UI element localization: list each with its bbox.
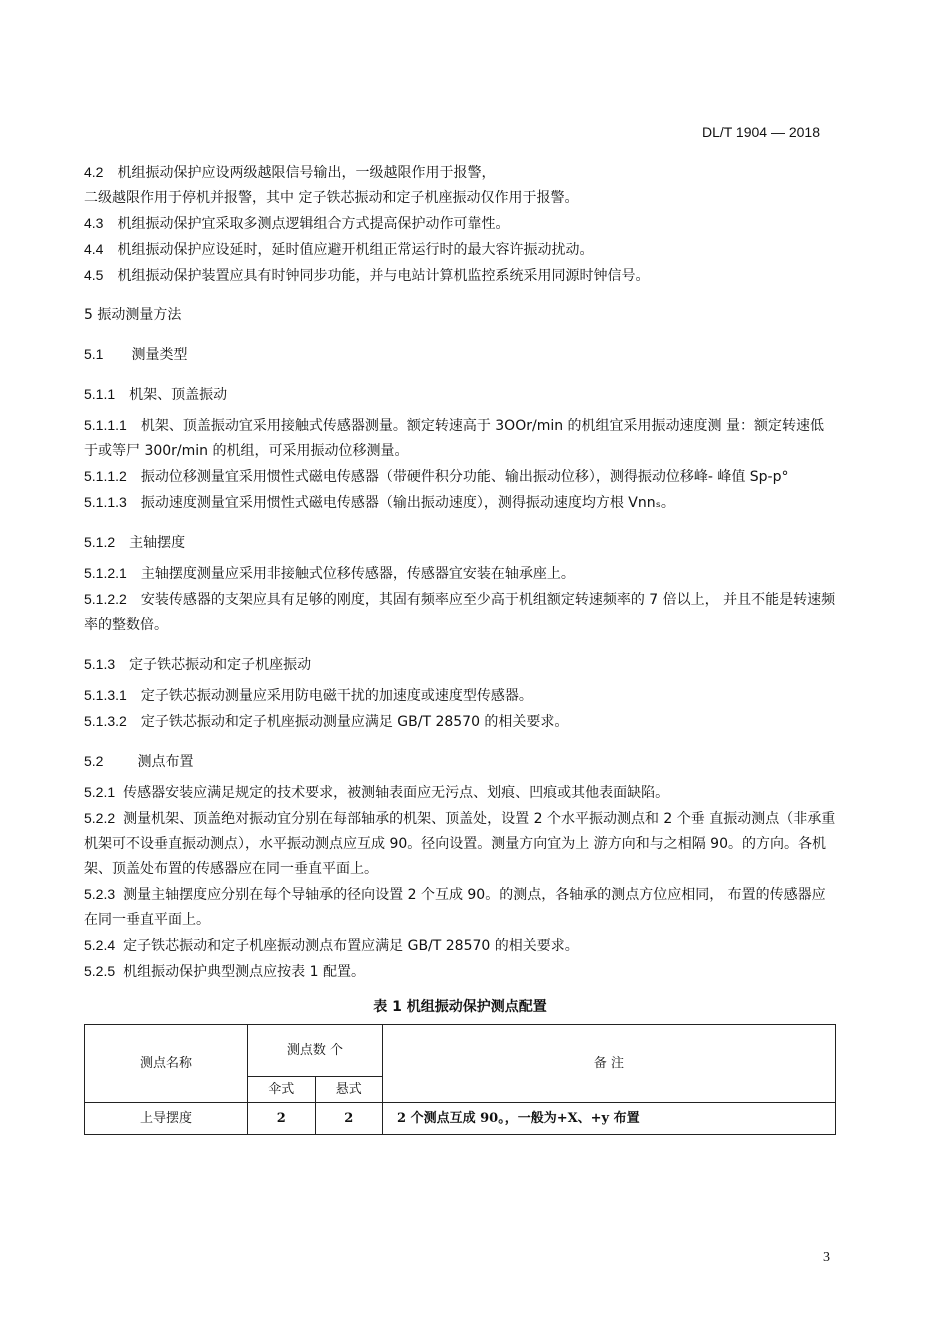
heading-text: 主轴摆度 <box>129 535 186 551</box>
clause-5-1-3-2 <box>84 709 836 735</box>
document-body <box>84 160 836 1135</box>
clause-5-1-1-1 <box>84 413 836 464</box>
heading-number: 5.1.2 <box>84 534 116 550</box>
heading-text: 测点布置 <box>137 754 194 770</box>
heading-number: 5.1.3 <box>84 656 116 672</box>
clause-text: 二级越限作用于停机并报警，其中 定子铁芯振动和定子机座振动仅作用于报警。 <box>84 190 579 206</box>
clause-number: 5.2.5 <box>84 963 116 979</box>
clause-number: 5.2.4 <box>84 937 116 953</box>
clause-number: 5.1.1.1 <box>84 417 127 433</box>
clause-text: 机组振动保护宜采取多测点逻辑组合方式提高保护动作可靠性。 <box>117 216 510 232</box>
clause-number: 5.1.2.2 <box>84 591 127 607</box>
clause-5-2-5 <box>84 959 836 985</box>
clause-4-3 <box>84 211 836 237</box>
page-number: 3 <box>823 1250 830 1265</box>
clause-number: 4.2 <box>84 164 104 180</box>
clause-5-1-1-2 <box>84 464 836 490</box>
section-heading-5-1-2 <box>84 530 836 556</box>
clause-number: 5.1.2.1 <box>84 565 127 581</box>
clause-text: 机组振动保护应设两级越限信号输出，一级越限作用于报警， <box>117 165 496 181</box>
clause-number: 5.1.1.3 <box>84 494 127 510</box>
header-umbrella-type: 伞式 <box>248 1077 316 1103</box>
clause-text: 机组振动保护应设延时，延时值应避开机组正常运行时的最大容许振动扰动。 <box>117 242 594 258</box>
clause-4-2 <box>84 160 836 186</box>
section-heading-5-2 <box>84 749 836 775</box>
clause-text: 定子铁芯振动测量应采用防电磁干扰的加速度或速度型传感器。 <box>140 688 533 704</box>
clause-text: 振动位移测量宜采用惯性式磁电传感器（带硬件积分功能、输出振动位移），测得振动位移峰- 峰值 Sp-p° <box>140 469 789 485</box>
clause-4-5 <box>84 263 836 289</box>
clause-5-2-1 <box>84 780 836 806</box>
clause-5-1-2-2 <box>84 587 836 638</box>
document-code: DL/T 1904 — 2018 <box>701 124 820 140</box>
clause-number: 4.5 <box>84 267 104 283</box>
table-header-row <box>85 1025 836 1077</box>
heading-text: 机架、顶盖振动 <box>129 387 228 403</box>
section-heading-5: 5 振动测量方法 <box>84 307 182 323</box>
clause-5-1-3-1 <box>84 683 836 709</box>
heading-number: 5.2 <box>84 753 104 769</box>
clause-text: 振动速度测量宜采用惯性式磁电传感器（输出振动速度），测得振动速度均方根 Vnnₛ。 <box>140 495 675 511</box>
cell-suspended-count: 2 <box>315 1103 383 1135</box>
clause-5-1-2-1 <box>84 561 836 587</box>
heading-text: 定子铁芯振动和定子机座振动 <box>129 657 312 673</box>
table-title: 表 1 机组振动保护测点配置 <box>373 999 547 1015</box>
section-heading-5-1-3 <box>84 652 836 678</box>
heading-number: 5.1 <box>84 346 104 362</box>
clause-4-2-continued <box>84 186 836 211</box>
cell-note: 2 个测点互成 90。，一般为+X、+y 布置 <box>383 1103 836 1135</box>
clause-number: 5.2.3 <box>84 886 116 902</box>
clause-text: 测量机架、顶盖绝对振动宜分别在每部轴承的机架、顶盖处，设置 2 个水平振动测点和 2 个垂 直振动测点（非承重机架可不设垂直振动测点），水平振动测点应互成 90。径向设置。测量方向宜为上 游方向和与之相隔 90。的方向。各机架、顶盖处布置的传感器应在同一垂直平面上。 <box>84 811 836 877</box>
heading-number: 5.1.1 <box>84 386 116 402</box>
clause-text: 定子铁芯振动和定子机座振动测点布置应满足 GB/T 28570 的相关要求。 <box>123 938 579 954</box>
clause-text: 传感器安装应满足规定的技术要求，被测轴表面应无污点、划痕、凹痕或其他表面缺陷。 <box>123 785 670 801</box>
clause-5-1-1-3 <box>84 490 836 516</box>
measurement-point-table <box>84 1024 836 1135</box>
clause-number: 5.1.1.2 <box>84 468 127 484</box>
clause-text: 机架、顶盖振动宜采用接触式传感器测量。额定转速高于 3OOr/min 的机组宜采用振动速度测 量：额定转速低于或等尸 300r/min 的机组，可采用振动位移测量。 <box>84 418 824 459</box>
header-note: 备 注 <box>383 1025 836 1103</box>
cell-umbrella-count: 2 <box>248 1103 316 1135</box>
clause-5-2-2 <box>84 806 836 882</box>
header-point-name: 测点名称 <box>85 1025 248 1103</box>
header-suspended-type: 悬式 <box>315 1077 383 1103</box>
clause-text: 机组振动保护典型测点应按表 1 配置。 <box>123 964 365 980</box>
clause-text: 测量主轴摆度应分别在每个导轴承的径向设置 2 个互成 90。的测点，各轴承的测点方位应相同， 布置的传感器应在同一垂直平面上。 <box>84 887 826 928</box>
table-row <box>85 1103 836 1135</box>
clause-number: 5.1.3.2 <box>84 713 127 729</box>
clause-5-2-4 <box>84 933 836 959</box>
section-heading-5-1 <box>84 342 836 368</box>
cell-point-name: 上导摆度 <box>85 1103 248 1135</box>
clause-number: 4.3 <box>84 215 104 231</box>
clause-number: 5.1.3.1 <box>84 687 127 703</box>
clause-5-2-3 <box>84 882 836 933</box>
clause-number: 5.2.1 <box>84 784 116 800</box>
heading-text: 测量类型 <box>131 347 188 363</box>
header-point-count: 测点数 个 <box>248 1025 383 1077</box>
clause-text: 主轴摆度测量应采用非接触式位移传感器，传感器宜安装在轴承座上。 <box>140 566 575 582</box>
clause-text: 安装传感器的支架应具有足够的刚度，其固有频率应至少高于机组额定转速频率的 7 倍以上， 并且不能是转速频率的整数倍。 <box>84 592 836 633</box>
clause-number: 4.4 <box>84 241 104 257</box>
section-heading-5-1-1 <box>84 382 836 408</box>
clause-text: 定子铁芯振动和定子机座振动测量应满足 GB/T 28570 的相关要求。 <box>140 714 569 730</box>
clause-4-4 <box>84 237 836 263</box>
clause-number: 5.2.2 <box>84 810 116 826</box>
clause-text: 机组振动保护装置应具有时钟同步功能，并与电站计算机监控系统采用同源时钟信号。 <box>117 268 650 284</box>
